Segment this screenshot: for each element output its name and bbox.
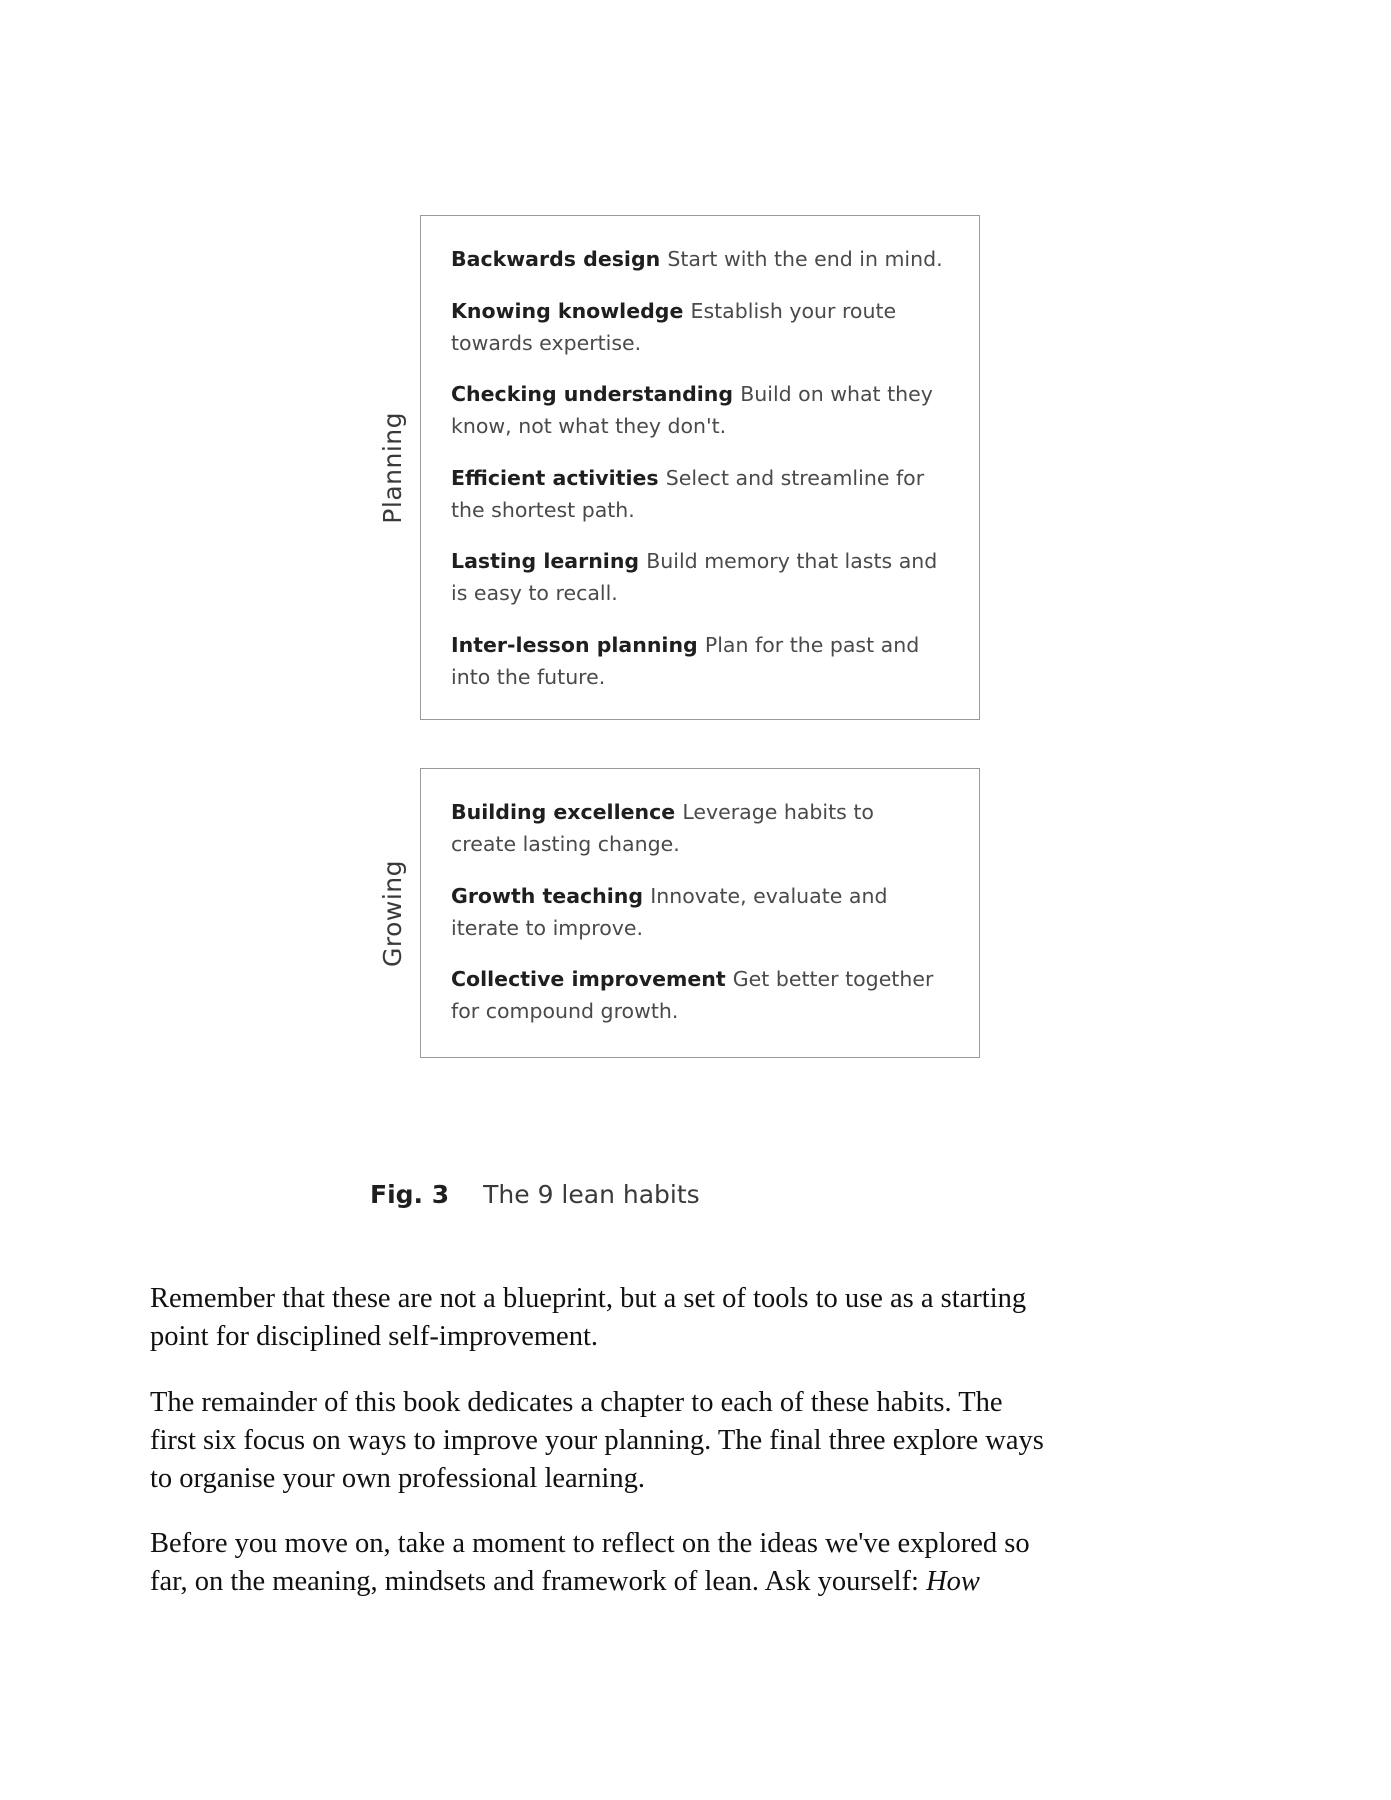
habit-item bbox=[451, 546, 945, 610]
habit-term: Growth teaching bbox=[451, 883, 651, 908]
habit-group-growing bbox=[377, 768, 980, 1058]
figure-caption bbox=[370, 1180, 700, 1209]
paragraph-3 bbox=[150, 1525, 1055, 1601]
habit-term: Knowing knowledge bbox=[451, 298, 691, 323]
habit-item bbox=[451, 296, 945, 360]
habit-box-planning bbox=[420, 215, 980, 720]
habit-term: Backwards design bbox=[451, 247, 668, 271]
figure-title: The 9 lean habits bbox=[483, 1180, 700, 1209]
habit-term: Inter-lesson planning bbox=[451, 632, 705, 657]
group-label-growing bbox=[372, 768, 412, 1058]
habit-item bbox=[451, 881, 945, 945]
habit-description: Select and streamline for the shortest path. bbox=[451, 465, 925, 522]
habit-box-growing bbox=[420, 768, 980, 1058]
habit-item bbox=[451, 964, 945, 1028]
habit-item bbox=[451, 463, 945, 527]
paragraph-3-lead: Before you move on, take a moment to reflect on the ideas we've explored so far, on the meaning, mindsets and framework of lean. Ask yourself: bbox=[150, 1528, 1030, 1598]
figure-9-lean-habits bbox=[377, 215, 980, 1106]
habit-term: Collective improvement bbox=[451, 967, 733, 992]
habit-description: Get better together for compound growth. bbox=[451, 967, 934, 1024]
habit-term: Lasting learning bbox=[451, 549, 647, 574]
group-label-growing-text: Growing bbox=[377, 859, 407, 967]
figure-number: Fig. 3 bbox=[370, 1180, 450, 1209]
body-text bbox=[150, 1280, 1055, 1601]
group-label-planning bbox=[372, 215, 412, 720]
paragraph-1: Remember that these are not a blueprint, but a set of tools to use as a starting point for disciplined self-improvement. bbox=[150, 1283, 1027, 1352]
habit-description: Build memory that lasts and is easy to recall. bbox=[451, 549, 938, 606]
habit-item bbox=[451, 244, 945, 276]
habit-item bbox=[451, 797, 945, 861]
habit-item bbox=[451, 630, 945, 694]
habit-description: Innovate, evaluate and iterate to improve. bbox=[451, 883, 888, 940]
habit-description: Plan for the past and into the future. bbox=[451, 632, 920, 689]
habit-item bbox=[451, 379, 945, 443]
paragraph-3-italic: How bbox=[926, 1566, 980, 1598]
habit-term: Building excellence bbox=[451, 800, 683, 825]
paragraph-2: The remainder of this book dedicates a chapter to each of these habits. The first six focus on ways to improve your planning. The final three explore ways to organise your own professional learning. bbox=[150, 1386, 1044, 1494]
group-label-planning-text: Planning bbox=[377, 411, 407, 524]
habit-term: Checking understanding bbox=[451, 382, 741, 407]
habit-description: Build on what they know, not what they don't. bbox=[451, 382, 933, 439]
habit-description: Start with the end in mind. bbox=[667, 247, 943, 271]
habit-description: Establish your route towards expertise. bbox=[451, 298, 897, 355]
habit-description: Leverage habits to create lasting change. bbox=[451, 800, 874, 857]
habit-group-planning bbox=[377, 215, 980, 720]
habit-term: Efficient activities bbox=[451, 465, 666, 490]
